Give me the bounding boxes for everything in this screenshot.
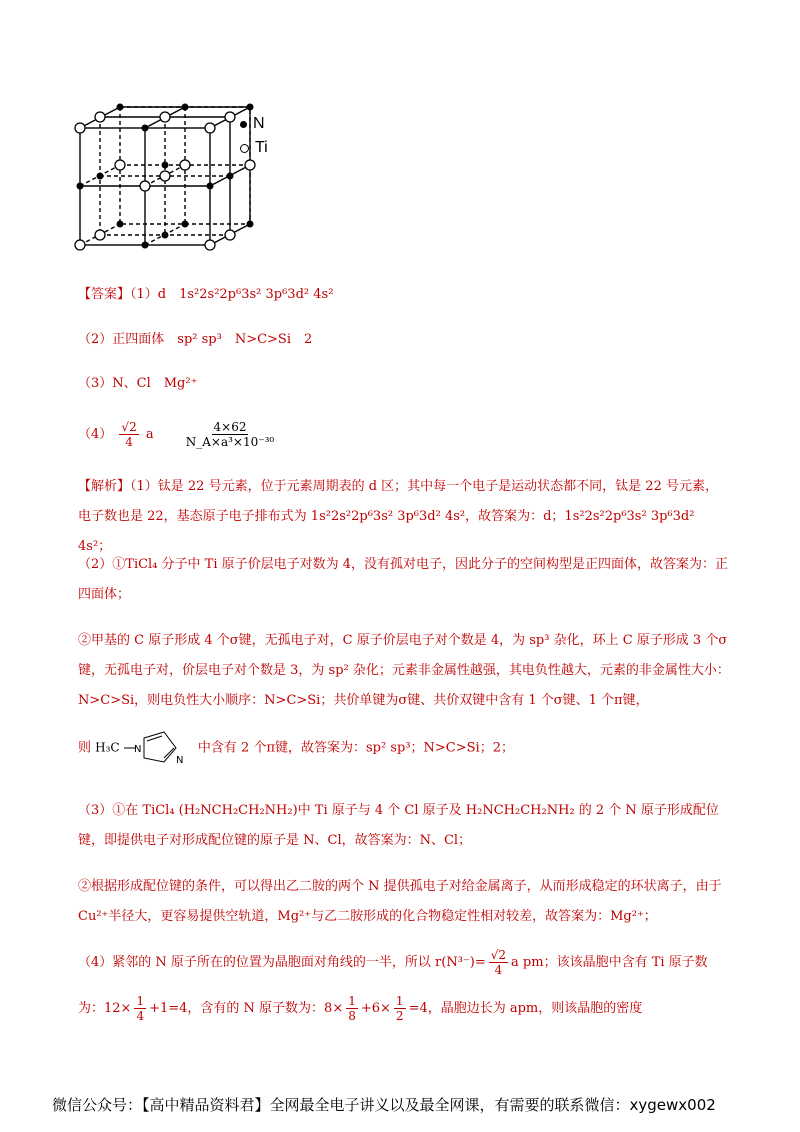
answer-line-2: （2）正四面体 sp² sp³ N>C>Si 2	[78, 332, 313, 347]
answer-line-1: 【答案】（1）d 1s²2s²2p⁶3s² 3p⁶3d² 4s²	[78, 287, 334, 302]
footer-text: 微信公众号：【高中精品资料君】全网最全电子讲义以及最全网课，有需要的联系微信：xygewx002	[52, 1096, 716, 1114]
analysis-p6: （4）紧邻的 N 原子所在的位置为晶胞面对角线的一半，所以 r(N³⁻)= $\frac{√2}{4}$ a pm；该该晶胞中含有 Ti 原子数	[78, 948, 708, 977]
figure-legend	[240, 112, 268, 160]
answer-line-4: （4） $\frac{√2}{4}$ a $\frac{4\times 62}{\text{N\_A×a³×10⁻³⁰}}$	[78, 420, 275, 449]
analysis-p5: ②根据形成配位键的条件，可以得出乙二胺的两个 N 提供孤电子对给金属离子，从而形成稳定的环状离子，由于 Cu²⁺半径大，更容易提供空轨道，Mg²⁺与乙二胺形成的化合物稳定性相对较差，故答案为：Mg²⁺；	[78, 879, 722, 924]
mol-n-bottom: N	[175, 755, 184, 766]
analysis-p3: ②甲基的 C 原子形成 4 个σ键，无孤电子对，C 原子价层电子对个数是 4，为 sp³ 杂化，环上 C 原子形成 3 个σ键，无孤电子对，价层电子对个数是 3，为 sp² 杂化；元素非金属性越强，其电负性越大，元素的非金属性大小：N>C>Si，则电负性大小顺序：N>C>Si；共价单键为σ键、共价双键中含有 1 个σ键、1 个π键，	[78, 633, 730, 708]
legend-n: N	[253, 115, 265, 132]
legend-ti: Ti	[255, 139, 268, 156]
mol-n-top: N	[133, 744, 142, 755]
analysis-p7: 为：12× $\frac{1}{4}$ +1=4，含有的 N 原子数为：8× $\frac{1}{8}$ +6× $\frac{1}{2}$ =4，晶胞边长为 apm，则该晶胞的密度	[78, 994, 643, 1023]
analysis-p2: （2）①TiCl₄ 分子中 Ti 原子价层电子对数为 4，没有孤对电子，因此分子的空间构型是正四面体，故答案为：正四面体；	[78, 557, 729, 602]
imidazole-structure: H₃C N N	[95, 730, 194, 766]
analysis-p3b: 则 H₃C N N 中含有 2 个π键，故答案为：sp² sp³；N>C>Si；2；	[78, 730, 730, 766]
answer-line-3: （3）N、Cl Mg²⁺	[78, 376, 198, 391]
analysis-p4: （3）①在 TiCl₄ (H₂NCH₂CH₂NH₂)中 Ti 原子与 4 个 Cl 原子及 H₂NCH₂CH₂NH₂ 的 2 个 N 原子形成配位键，即提供电子对形成配位键的原子是 N、Cl，故答案为：N、Cl；	[78, 803, 719, 848]
ti-atom-icon	[240, 144, 249, 153]
n-atom-icon	[240, 121, 247, 128]
analysis-p1: 【解析】（1）钛是 22 号元素，位于元素周期表的 d 区；其中每一个电子是运动状态都不同，钛是 22 号元素，电子数也是 22，基态原子电子排布式为 1s²2s²2p⁶3s² 3p⁶3d² 4s²，故答案为：d；1s²2s²2p⁶3s² 3p⁶3d² 4s²；	[78, 479, 718, 554]
